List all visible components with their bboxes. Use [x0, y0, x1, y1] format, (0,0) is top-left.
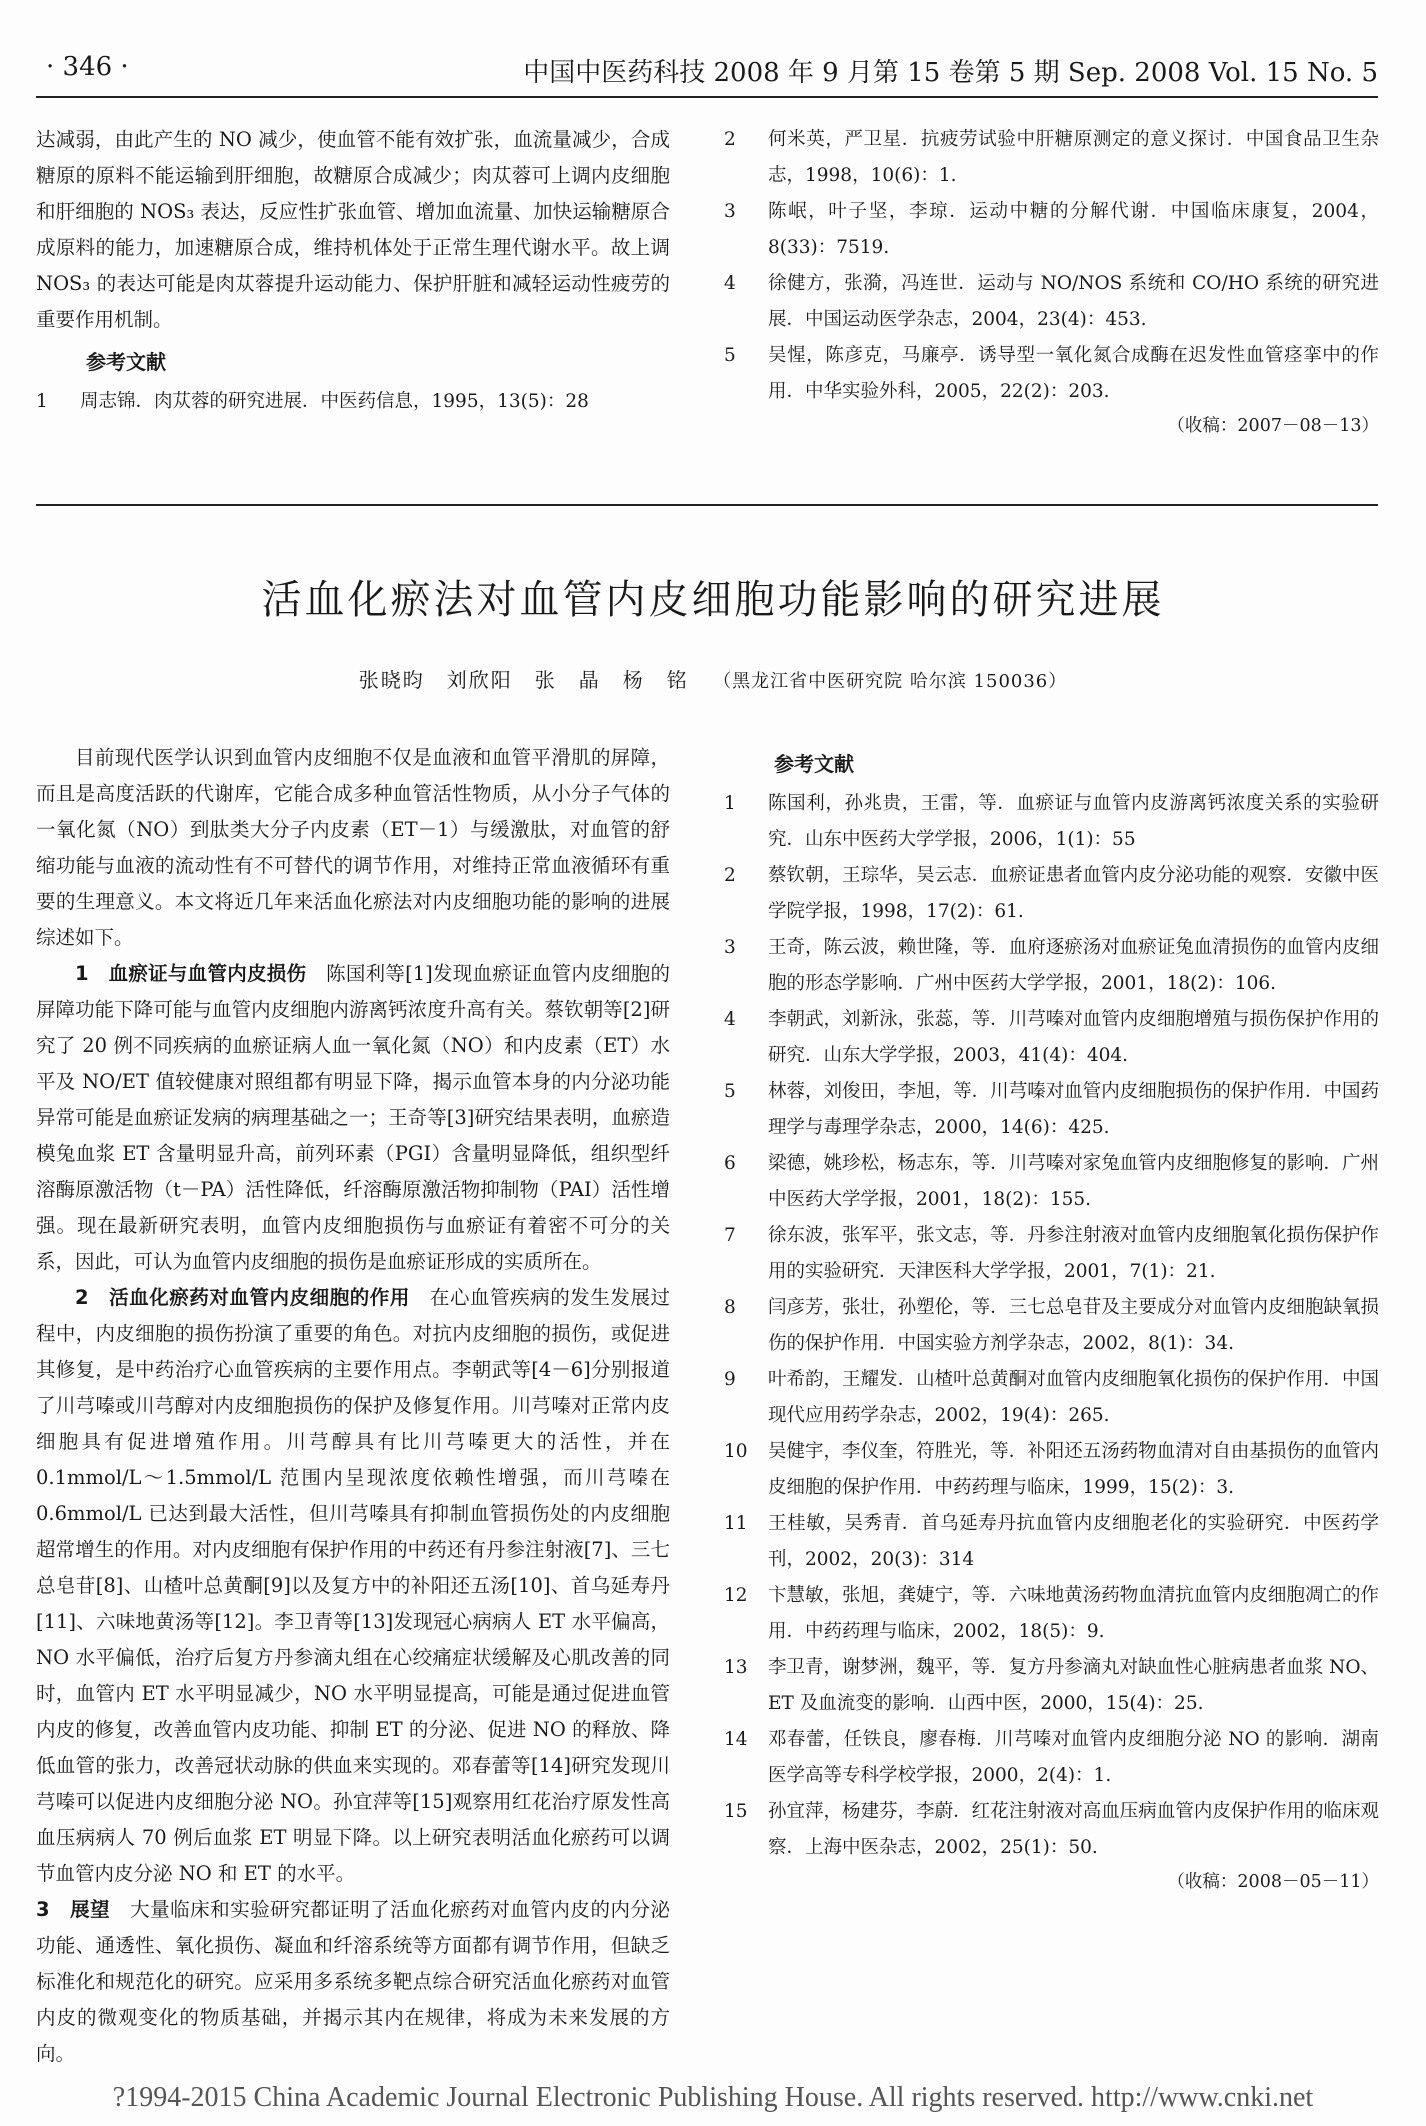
reference-number: 1	[724, 793, 736, 814]
reference-text: 王桂敏，吴秀青．首乌延寿丹抗血管内皮细胞老化的实验研究．中医药学刊，2002，20(3)：314	[768, 1513, 1379, 1570]
reference-item	[724, 1002, 1379, 1074]
reference-item	[724, 1722, 1379, 1794]
reference-text: 梁德，姚珍松，杨志东，等．川芎嗪对家兔血管内皮细胞修复的影响．广州中医药大学学报，2001，18(2)：155.	[768, 1153, 1379, 1210]
reference-number: 12	[724, 1585, 748, 1606]
section-1-title: 1 血瘀证与血管内皮损伤	[75, 962, 307, 985]
intro-paragraph: 目前现代医学认识到血管内皮细胞不仅是血液和血管平滑肌的屏障，而且是高度活跃的代谢库，它能合成多种血管活性物质，从小分子气体的一氧化氮（NO）到肽类大分子内皮素（ET－1）与缓激肽，对血管的舒缩功能与血液的流动性有不可替代的调节作用，对维持正常血液循环有重要的生理意义。本文将近几年来活血化瘀法对内皮细胞功能的影响的进展综述如下。	[36, 746, 670, 949]
section-2-text: 在心血管疾病的发生发展过程中，内皮细胞的损伤扮演了重要的角色。对抗内皮细胞的损伤，或促进其修复，是中药治疗心血管疾病的主要作用点。李朝武等[4－6]分别报道了川芎嗪或川芎醇对内皮细胞损伤的保护及修复作用。川芎嗪对正常内皮细胞具有促进增殖作用。川芎醇具有比川芎嗪更大的活性，并在 0.1mmol/L～1.5mmol/L 范围内呈现浓度依赖性增强，而川芎嗪在 0.6mmol/L 已达到最大活性，但川芎嗪具有抑制血管损伤处的内皮细胞超常增生的作用。对内皮细胞有保护作用的中药还有丹参注射液[7]、三七总皂苷[8]、山楂叶总黄酮[9]以及复方中的补阳还五汤[10]、首乌延寿丹[11]、六味地黄汤等[12]。李卫青等[13]发现冠心病病人 ET 水平偏高，NO 水平偏低，治疗后复方丹参滴丸组在心绞痛症状缓解及心肌改善的同时，血管内 ET 水平明显减少，NO 水平明显提高，可能是通过促进血管内皮的修复，改善血管内皮功能、抑制 ET 的分泌、促进 NO 的释放、降低血管的张力，改善冠状动脉的供血来实现的。邓春蕾等[14]研究发现川芎嗪可以促进内皮细胞分泌 NO。孙宜萍等[15]观察用红花治疗原发性高血压病病人 70 例后血浆 ET 明显下降。以上研究表明活血化瘀药可以调节血管内皮分泌 NO 和 ET 的水平。	[36, 1286, 670, 1885]
reference-number: 10	[724, 1441, 748, 1462]
section-3-text: 大量临床和实验研究都证明了活血化瘀药对血管内皮的内分泌功能、通透性、氧化损伤、凝血和纤溶系统等方面都有调节作用，但缺乏标准化和规范化的研究。应采用多系统多靶点综合研究活血化瘀药对血管内皮的微观变化的物质基础，并揭示其内在规律，将成为未来发展的方向。	[36, 1898, 670, 2065]
article-title: 活血化瘀法对血管内皮细胞功能影响的研究进展	[261, 577, 1165, 623]
article-right-column	[724, 740, 1379, 1898]
reference-number: 14	[724, 1729, 748, 1750]
reference-item	[724, 1506, 1379, 1578]
reference-text: 李卫青，谢梦洲，魏平，等．复方丹参滴丸对缺血性心脏病患者血浆 NO、ET 及血流变的影响．山西中医，2000，15(4)：25.	[768, 1657, 1379, 1714]
reference-item	[724, 1146, 1379, 1218]
prev-article-left-column	[36, 122, 670, 420]
reference-item	[724, 194, 1379, 266]
reference-item	[724, 1074, 1379, 1146]
reference-number: 3	[724, 201, 736, 222]
reference-text: 徐东波，张军平，张文志，等．丹参注射液对血管内皮细胞氧化损伤保护作用的实验研究．天津医科大学学报，2001，7(1)：21.	[768, 1225, 1379, 1282]
header-rule	[36, 96, 1378, 98]
copyright-watermark: ?1994-2015 China Academic Journal Electronic Publishing House. All rights reserved. http://www.cnki.net	[112, 2082, 1314, 2113]
reference-item	[724, 1218, 1379, 1290]
reference-number: 5	[724, 1081, 736, 1102]
reference-text: 邓春蕾，任铁良，廖春梅．川芎嗪对血管内皮细胞分泌 NO 的影响．湖南医学高等专科学校学报，2000，2(4)：1.	[768, 1729, 1379, 1786]
byline	[0, 664, 1426, 693]
section-2-title: 2 活血化瘀药对血管内皮细胞的作用	[75, 1286, 410, 1309]
reference-item	[724, 1290, 1379, 1362]
reference-number: 11	[724, 1513, 748, 1534]
reference-text: 吴惺，陈彦克，马廉亭．诱导型一氧化氮合成酶在迟发性血管痉挛中的作用．中华实验外科，2005，22(2)：203.	[768, 345, 1379, 402]
reference-item	[724, 930, 1379, 1002]
authors: 张晓昀 刘欣阳 张 晶 杨 铭	[358, 668, 689, 692]
reference-text: 孙宜萍，杨建芬，李蔚．红花注射液对高血压病血管内皮保护作用的临床观察．上海中医杂志，2002，25(1)：50.	[768, 1801, 1379, 1858]
journal-info: 中国中医药科技 2008 年 9 月第 15 卷第 5 期 Sep. 2008 Vol. 15 No. 5	[523, 58, 1378, 88]
reference-number: 4	[724, 273, 736, 294]
reference-text: 李朝武，刘新泳，张蕊，等．川芎嗪对血管内皮细胞增殖与损伤保护作用的研究．山东大学学报，2003，41(4)：404.	[768, 1009, 1379, 1066]
reference-number: 5	[724, 345, 736, 366]
reference-number: 6	[724, 1153, 736, 1174]
reference-item	[36, 384, 670, 420]
refs-heading: 参考文献	[774, 752, 854, 776]
section-3	[36, 1892, 670, 2072]
article-left-column	[36, 740, 670, 2072]
reference-text: 陈岷，叶子坚，李琼．运动中糖的分解代谢．中国临床康复，2004，8(33)：7519.	[768, 201, 1379, 258]
prev-article-right-column	[724, 122, 1379, 442]
reference-number: 7	[724, 1225, 736, 1246]
reference-item	[724, 1362, 1379, 1434]
reference-item	[724, 338, 1379, 410]
prev-refs-list-left	[36, 384, 670, 420]
running-header	[36, 52, 1378, 92]
section-3-title: 3 展望	[36, 1898, 111, 1921]
section-1-text: 陈国利等[1]发现血瘀证血管内皮细胞的屏障功能下降可能与血管内皮细胞内游离钙浓度升高有关。蔡钦朝等[2]研究了 20 例不同疾病的血瘀证病人血一氧化氮（NO）和内皮素（ET）水平及 NO/ET 值较健康对照组都有明显下降，揭示血管本身的内分泌功能异常可能是血瘀证发病的病理基础之一；王奇等[3]研究结果表明，血瘀造模兔血浆 ET 含量明显升高，前列环素（PGI）含量明显降低，组织型纤溶酶原激活物（t－PA）活性降低，纤溶酶原激活物抑制物（PAI）活性增强。现在最新研究表明，血管内皮细胞损伤与血瘀证有着密不可分的关系，因此，可认为血管内皮细胞的损伤是血瘀证形成的实质所在。	[36, 962, 670, 1273]
reference-item	[724, 858, 1379, 930]
reference-item	[724, 266, 1379, 338]
reference-text: 卞慧敏，张旭，龚婕宁，等．六味地黄汤药物血清抗血管内皮细胞凋亡的作用．中药药理与临床，2002，18(5)：9.	[768, 1585, 1379, 1642]
section-1	[36, 956, 670, 1280]
reference-text: 蔡钦朝，王琮华，吴云志．血瘀证患者血管内皮分泌功能的观察．安徽中医学院学报，1998，17(2)：61.	[768, 865, 1379, 922]
reference-item	[724, 1578, 1379, 1650]
reference-text: 林蓉，刘俊田，李旭，等．川芎嗪对血管内皮细胞损伤的保护作用．中国药理学与毒理学杂志，2000，14(6)：425.	[768, 1081, 1379, 1138]
reference-number: 3	[724, 937, 736, 958]
reference-item	[724, 1434, 1379, 1506]
reference-number: 4	[724, 1009, 736, 1030]
reference-text: 陈国利，孙兆贵，王雷，等．血瘀证与血管内皮游离钙浓度关系的实验研究．山东中医药大学学报，2006，1(1)：55	[768, 793, 1379, 850]
article-divider	[36, 504, 1378, 506]
reference-number: 8	[724, 1297, 736, 1318]
reference-item	[724, 1794, 1379, 1866]
reference-text: 徐健方，张漪，冯连世．运动与 NO/NOS 系统和 CO/HO 系统的研究进展．中国运动医学杂志，2004，23(4)：453.	[768, 273, 1379, 330]
refs-list	[724, 786, 1379, 1866]
reference-text: 王奇，陈云波，赖世隆，等．血府逐瘀汤对血瘀证兔血清损伤的血管内皮细胞的形态学影响．广州中医药大学学报，2001，18(2)：106.	[768, 937, 1379, 994]
reference-number: 15	[724, 1801, 748, 1822]
reference-number: 2	[724, 129, 736, 150]
affiliation: （黑龙江省中医研究院 哈尔滨 150036）	[713, 671, 1068, 692]
received-date: （收稿：2008－05－11）	[1167, 1872, 1379, 1892]
reference-text: 闫彦芳，张壮，孙塑伦，等．三七总皂苷及主要成分对血管内皮细胞缺氧损伤的保护作用．中国实验方剂学杂志，2002，8(1)：34.	[768, 1297, 1379, 1354]
reference-text: 吴健宇，李仪奎，符胜光，等．补阳还五汤药物血清对自由基损伤的血管内皮细胞的保护作用．中药药理与临床，1999，15(2)：3.	[768, 1441, 1379, 1498]
reference-number: 13	[724, 1657, 748, 1678]
reference-text: 周志锦．肉苁蓉的研究进展．中医药信息，1995，13(5)：28	[80, 391, 589, 412]
reference-text: 叶希韵，王耀发．山楂叶总黄酮对血管内皮细胞氧化损伤的保护作用．中国现代应用药学杂志，2002，19(4)：265.	[768, 1369, 1379, 1426]
reference-item	[724, 786, 1379, 858]
prev-article-body: 达减弱，由此产生的 NO 减少，使血管不能有效扩张，血流量减少，合成糖原的原料不能运输到肝细胞，故糖原合成减少；肉苁蓉可上调内皮细胞和肝细胞的 NOS₃ 表达，反应性扩张血管、增加血流量、加快运输糖原合成原料的能力，加速糖原合成，维持机体处于正常生理代谢水平。故上调 NOS₃ 的表达可能是肉苁蓉提升运动能力、保护肝脏和减轻运动性疲劳的重要作用机制。	[36, 128, 670, 331]
reference-number: 9	[724, 1369, 736, 1390]
reference-item	[724, 1650, 1379, 1722]
prev-received-date: （收稿：2007－08－13）	[1167, 416, 1379, 436]
reference-item	[724, 122, 1379, 194]
reference-number: 1	[36, 391, 48, 412]
reference-text: 何米英，严卫星．抗疲劳试验中肝糖原测定的意义探讨．中国食品卫生杂志，1998，10(6)：1.	[768, 129, 1379, 186]
reference-number: 2	[724, 865, 736, 886]
page-number: · 346 ·	[46, 52, 129, 82]
prev-refs-heading: 参考文献	[86, 350, 166, 374]
prev-refs-list-right	[724, 122, 1379, 410]
section-2	[36, 1280, 670, 1892]
